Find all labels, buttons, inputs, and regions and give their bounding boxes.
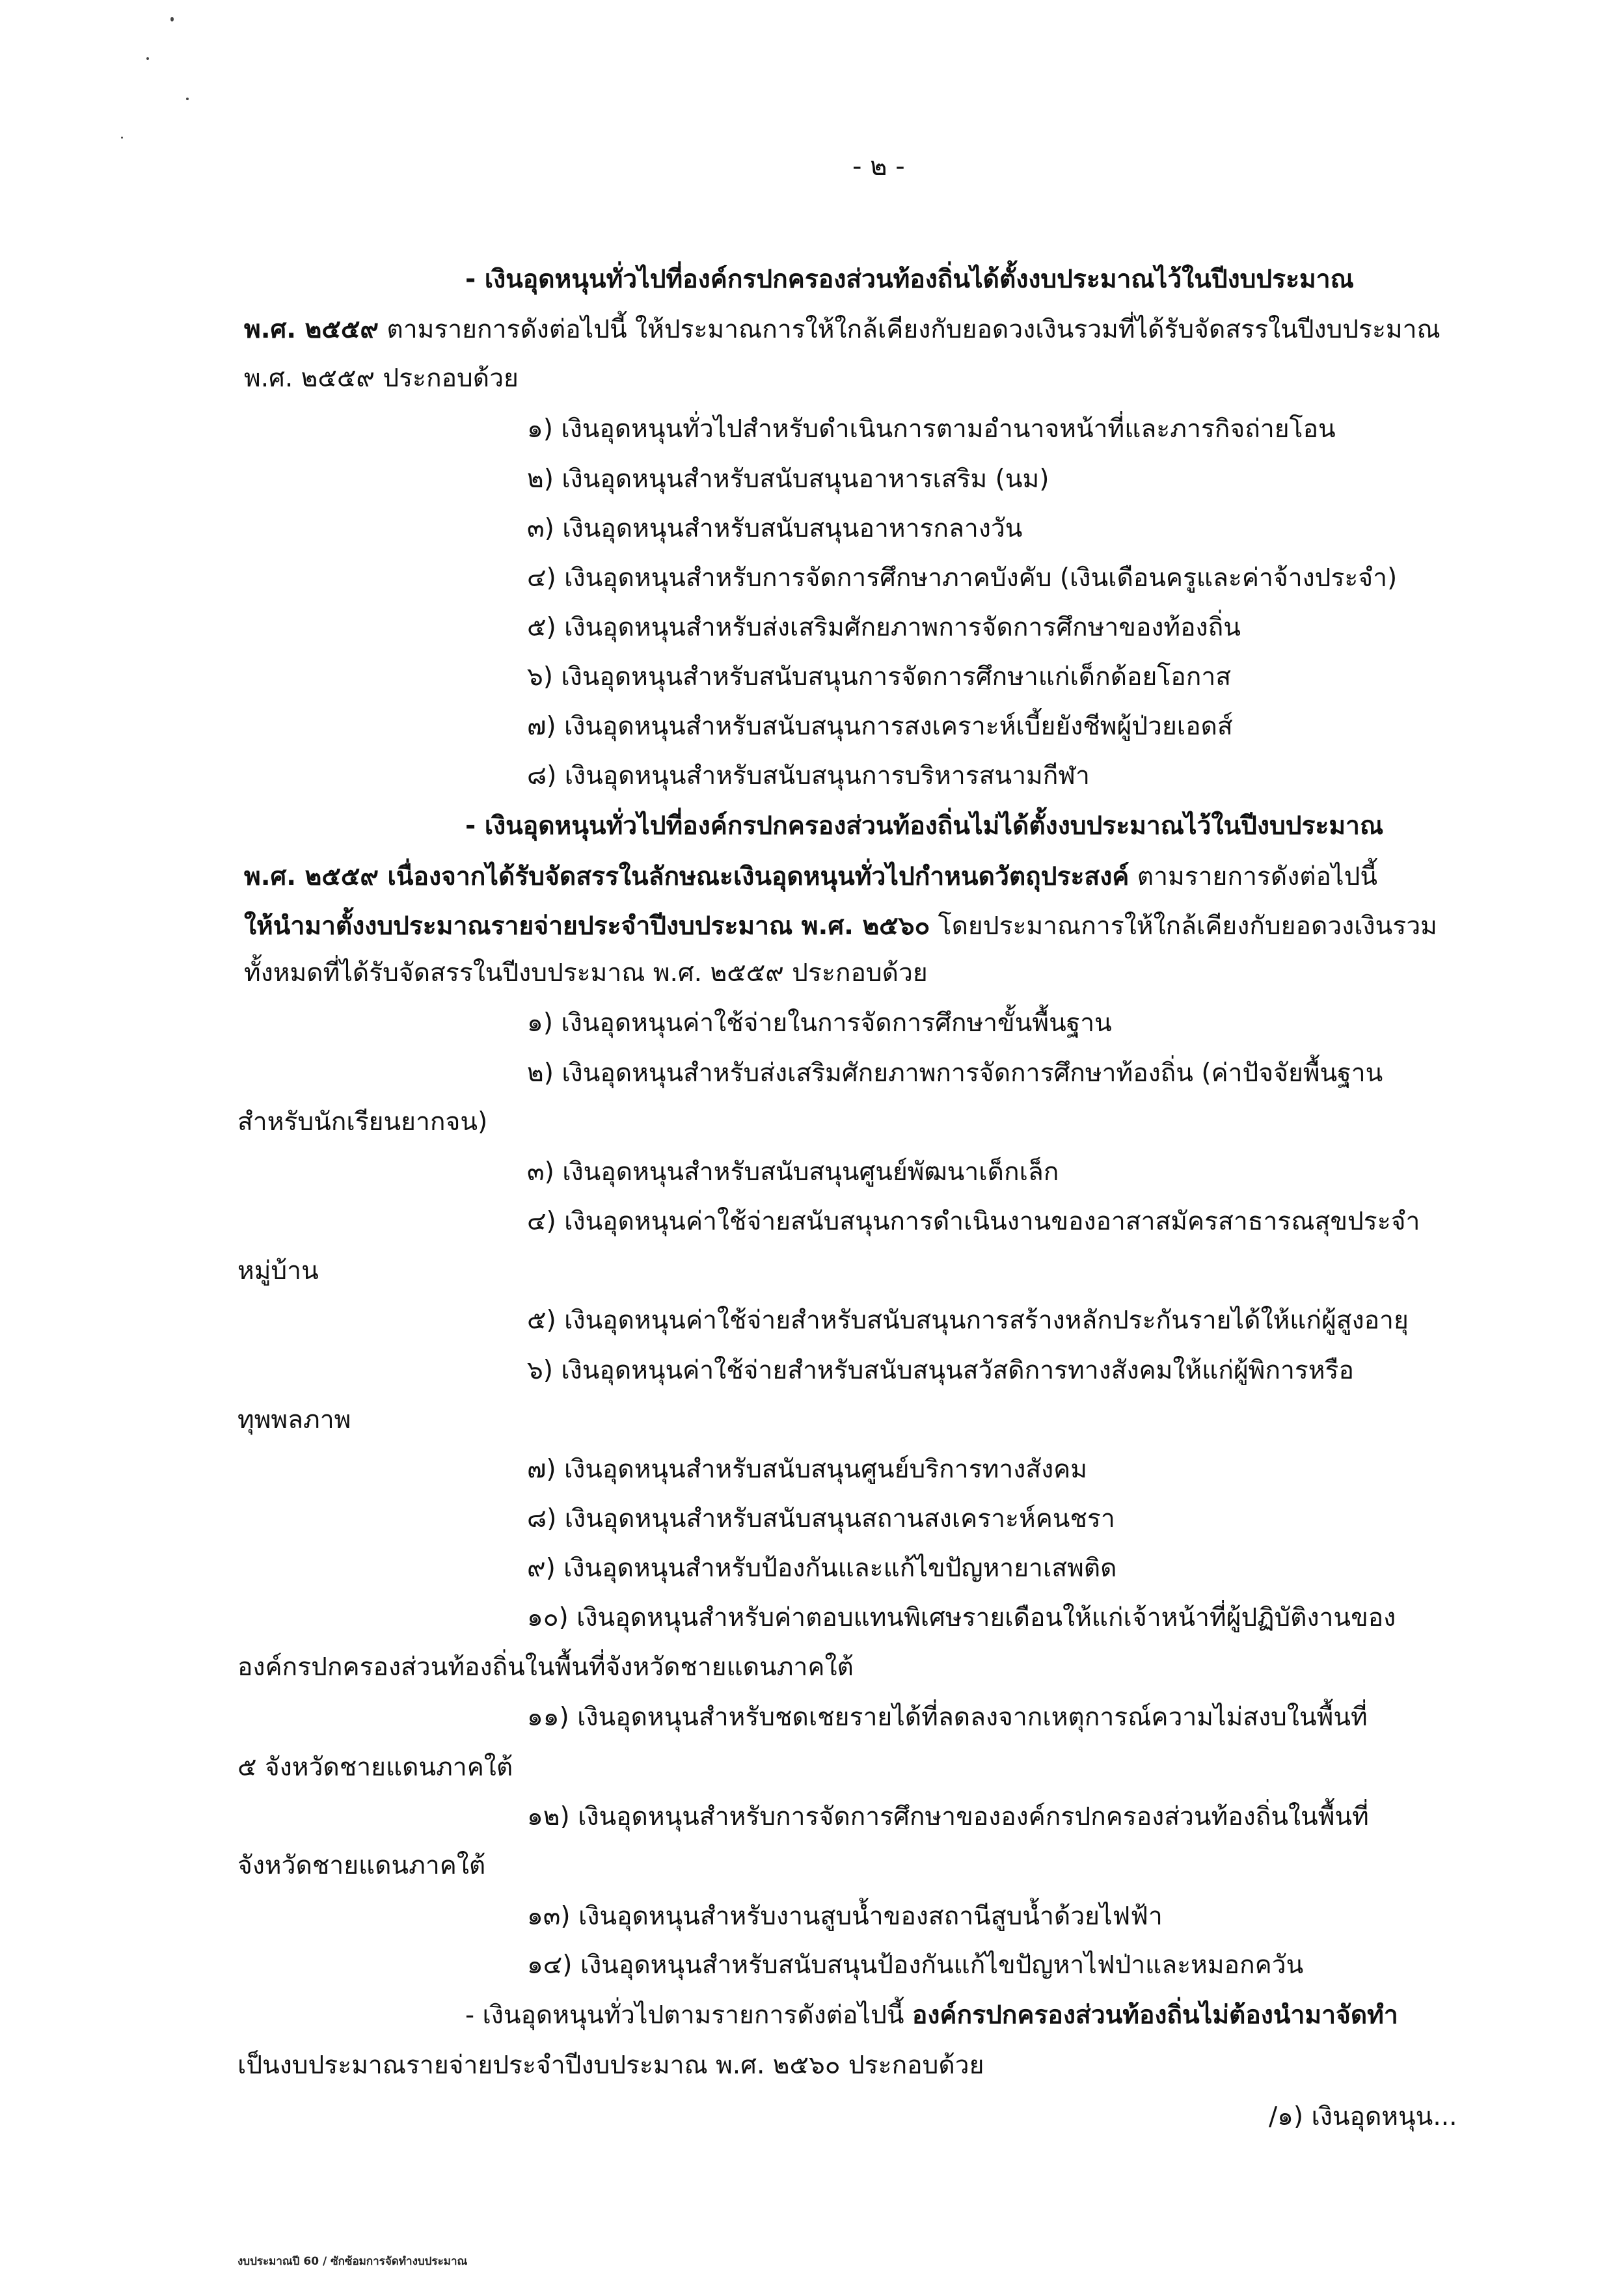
list-item: ๑๐) เงินอุดหนุนสำหรับค่าตอบแทนพิเศษรายเดือนให้แก่เจ้าหน้าที่ผู้ปฏิบัติงานของ: [527, 1603, 1396, 1632]
page-footer: งบประมาณปี 60 / ซักซ้อมการจัดทำงบประมาณ: [237, 2255, 468, 2268]
list-item: ๗) เงินอุดหนุนสำหรับสนับสนุนการสงเคราะห์เบี้ยยังชีพผู้ป่วยเอดส์: [527, 712, 1233, 741]
section-3-line-2: เป็นงบประมาณรายจ่ายประจำปีงบประมาณ พ.ศ. ๒๕๖๐ ประกอบด้วย: [237, 2051, 984, 2080]
list-item-continuation: ทุพพลภาพ: [237, 1405, 351, 1435]
list-item: ๕) เงินอุดหนุนสำหรับส่งเสริมศักยภาพการจัดการศึกษาของท้องถิ่น: [527, 613, 1241, 642]
list-item: ๑) เงินอุดหนุนทั่วไปสำหรับดำเนินการตามอำนาจหน้าที่และภารกิจถ่ายโอน: [527, 414, 1336, 444]
section-1-line-3: พ.ศ. ๒๕๕๙ ประกอบด้วย: [244, 364, 519, 393]
list-item-continuation: จังหวัดชายแดนภาคใต้: [237, 1851, 486, 1880]
list-item: ๗) เงินอุดหนุนสำหรับสนับสนุนศูนย์บริการทางสังคม: [527, 1455, 1087, 1484]
list-item-continuation: สำหรับนักเรียนยากจน): [237, 1107, 488, 1137]
list-item: ๑๒) เงินอุดหนุนสำหรับการจัดการศึกษาขององค์กรปกครองส่วนท้องถิ่นในพื้นที่: [527, 1802, 1369, 1831]
list-item: ๑๔) เงินอุดหนุนสำหรับสนับสนุนป้องกันแก้ไขปัญหาไฟป่าและหมอกควัน: [527, 1950, 1304, 1980]
list-item-continuation: ๕ จังหวัดชายแดนภาคใต้: [237, 1753, 513, 1782]
list-item: ๑๑) เงินอุดหนุนสำหรับชดเชยรายได้ที่ลดลงจากเหตุการณ์ความไม่สงบในพื้นที่: [527, 1703, 1368, 1732]
list-item: ๓) เงินอุดหนุนสำหรับสนับสนุนศูนย์พัฒนาเด็กเล็ก: [527, 1157, 1059, 1187]
list-item: ๓) เงินอุดหนุนสำหรับสนับสนุนอาหารกลางวัน: [527, 514, 1023, 543]
section-2-line-4: ทั้งหมดที่ได้รับจัดสรรในปีงบประมาณ พ.ศ. ๒๕๕๙ ประกอบด้วย: [244, 958, 928, 988]
section-1-intro: - เงินอุดหนุนทั่วไปที่องค์กรปกครองส่วนท้องถิ่นได้ตั้งงบประมาณไว้ในปีงบประมาณ: [465, 265, 1354, 294]
list-item: ๖) เงินอุดหนุนสำหรับสนับสนุนการจัดการศึกษาแก่เด็กด้อยโอกาส: [527, 662, 1232, 692]
list-item: ๒) เงินอุดหนุนสำหรับสนับสนุนอาหารเสริม (นม): [527, 465, 1049, 494]
list-item: ๖) เงินอุดหนุนค่าใช้จ่ายสำหรับสนับสนุนสวัสดิการทางสังคมให้แก่ผู้พิการหรือ: [527, 1356, 1354, 1385]
scan-speck: [146, 57, 149, 60]
list-item-continuation: องค์กรปกครองส่วนท้องถิ่นในพื้นที่จังหวัดชายแดนภาคใต้: [237, 1653, 854, 1682]
list-item: ๔) เงินอุดหนุนค่าใช้จ่ายสนับสนุนการดำเนินงานของอาสาสมัครสาธารณสุขประจำ: [527, 1207, 1420, 1236]
scan-speck: [170, 17, 174, 21]
section-2-intro: - เงินอุดหนุนทั่วไปที่องค์กรปกครองส่วนท้องถิ่นไม่ได้ตั้งงบประมาณไว้ในปีงบประมาณ: [465, 811, 1384, 841]
list-item: ๙) เงินอุดหนุนสำหรับป้องกันและแก้ไขปัญหายาเสพติด: [527, 1554, 1117, 1583]
next-page-reference: /๑) เงินอุดหนุน...: [1269, 2102, 1457, 2131]
section-2-line-3: ให้นำมาตั้งงบประมาณรายจ่ายประจำปีงบประมาณ พ.ศ. ๒๕๖๐ โดยประมาณการให้ใกล้เคียงกับยอดวงเงินรวม: [244, 911, 1437, 941]
section-1-line-2: พ.ศ. ๒๕๕๙ ตามรายการดังต่อไปนี้ ให้ประมาณการให้ใกล้เคียงกับยอดวงเงินรวมที่ได้รับจัดสรรในปีงบประมาณ: [244, 315, 1441, 344]
list-item: ๑๓) เงินอุดหนุนสำหรับงานสูบน้ำของสถานีสูบน้ำด้วยไฟฟ้า: [527, 1902, 1163, 1931]
scan-speck: [121, 137, 123, 139]
list-item-continuation: หมู่บ้าน: [237, 1256, 319, 1286]
list-item: ๑) เงินอุดหนุนค่าใช้จ่ายในการจัดการศึกษาขั้นพื้นฐาน: [527, 1008, 1112, 1038]
section-3-intro: - เงินอุดหนุนทั่วไปตามรายการดังต่อไปนี้ องค์กรปกครองส่วนท้องถิ่นไม่ต้องนำมาจัดทำ: [465, 2001, 1398, 2030]
scan-speck: [186, 98, 189, 100]
list-item: ๘) เงินอุดหนุนสำหรับสนับสนุนสถานสงเคราะห์คนชรา: [527, 1504, 1115, 1533]
page-number: - ๒ -: [852, 152, 905, 182]
section-2-line-2: พ.ศ. ๒๕๕๙ เนื่องจากได้รับจัดสรรในลักษณะเงินอุดหนุนทั่วไปกำหนดวัตถุประสงค์ ตามรายการดังต่อไปนี้: [244, 862, 1378, 891]
list-item: ๘) เงินอุดหนุนสำหรับสนับสนุนการบริหารสนามกีฬา: [527, 761, 1090, 790]
list-item: ๔) เงินอุดหนุนสำหรับการจัดการศึกษาภาคบังคับ (เงินเดือนครูและค่าจ้างประจำ): [527, 563, 1398, 593]
list-item: ๒) เงินอุดหนุนสำหรับส่งเสริมศักยภาพการจัดการศึกษาท้องถิ่น (ค่าปัจจัยพื้นฐาน: [527, 1059, 1383, 1088]
list-item: ๕) เงินอุดหนุนค่าใช้จ่ายสำหรับสนับสนุนการสร้างหลักประกันรายได้ให้แก่ผู้สูงอายุ: [527, 1306, 1409, 1335]
